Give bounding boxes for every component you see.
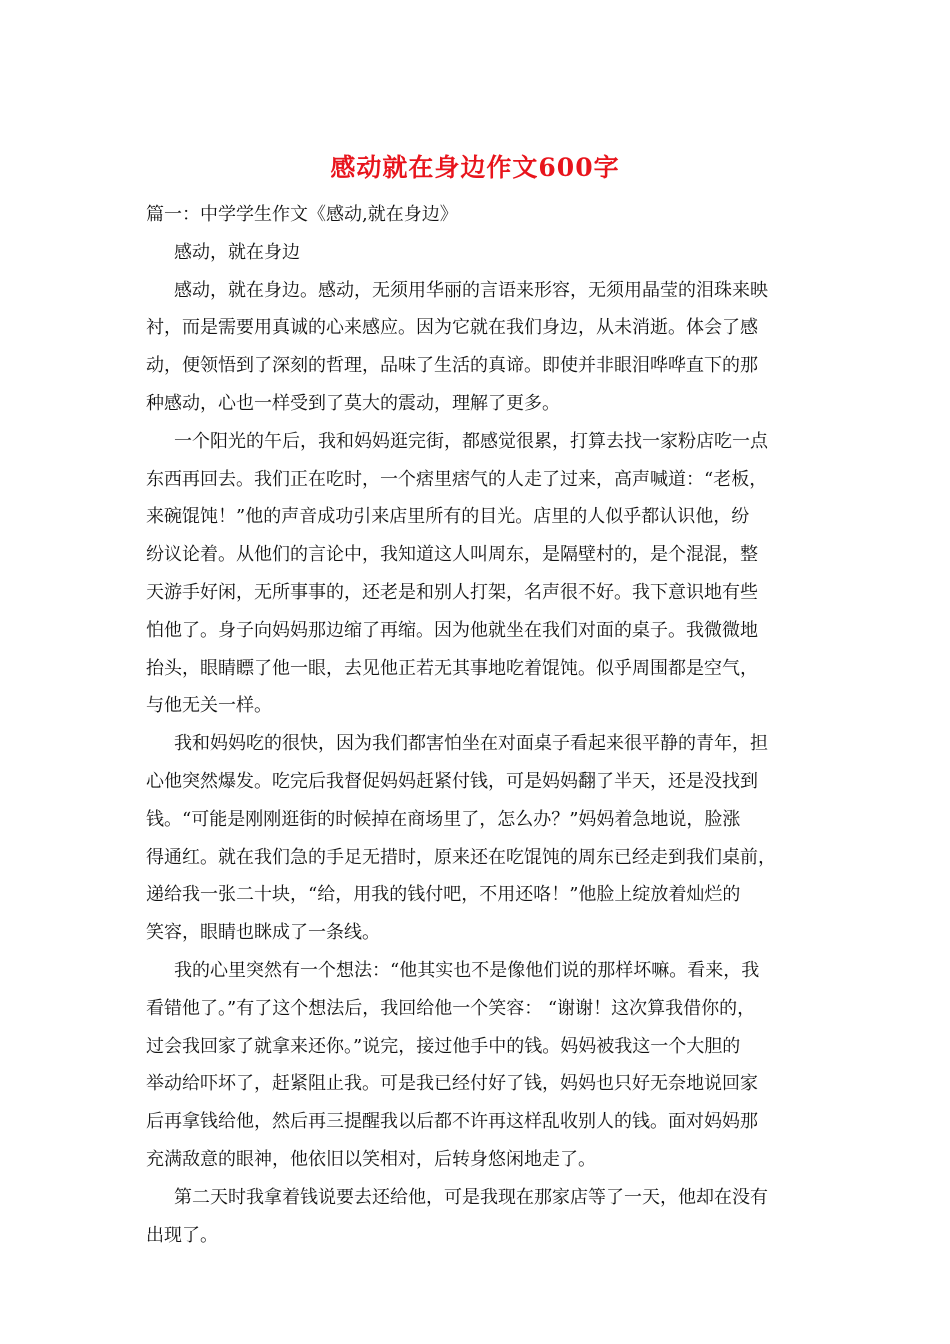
text-line: 怕他了。身子向妈妈那边缩了再缩。因为他就坐在我们对面的桌子。我微微地 [146,619,758,641]
text-line: 一个阳光的午后，我和妈妈逛完街，都感觉很累，打算去找一家粉店吃一点 [174,430,768,452]
text-line: 来碗馄饨！”他的声音成功引来店里所有的目光。店里的人似乎都认识他，纷 [146,506,750,528]
text-line: 抬头，眼睛瞟了他一眼，去见他正若无其事地吃着馄饨。似乎周围都是空气， [146,657,758,679]
text-line: 天游手好闲，无所事事的，还老是和别人打架，名声很不好。我下意识地有些 [146,581,758,603]
text-line: 出现了。 [146,1224,218,1246]
text-line: 篇一：中学学生作文《感动,就在身边》 [146,204,458,225]
text-line: 与他无关一样。 [146,695,272,717]
text-line: 钱。“可能是刚刚逛街的时候掉在商场里了，怎么办？”妈妈着急地说，脸涨 [146,808,741,830]
text-line: 充满敌意的眼神，他依旧以笑相对，后转身悠闲地走了。 [146,1148,596,1170]
text-line: 衬，而是需要用真诚的心来感应。因为它就在我们身边，从未消逝。体会了感 [146,317,758,339]
text-line: 感动，就在身边。感动，无须用华丽的言语来形容，无须用晶莹的泪珠来映 [174,279,768,301]
text-line: 我的心里突然有一个想法：“他其实也不是像他们说的那样坏嘛。看来，我 [174,959,760,981]
text-line: 得通红。就在我们急的手足无措时，原来还在吃馄饨的周东已经走到我们桌前， [146,846,776,868]
text-line: 纷议论着。从他们的言论中，我知道这人叫周东，是隔壁村的，是个混混，整 [146,544,758,566]
document-title: 感动就在身边作文600字 [330,153,620,182]
text-line: 看错他了。”有了这个想法后，我回给他一个笑容： “谢谢！这次算我借你的， [146,997,756,1019]
text-line: 过会我回家了就拿来还你。”说完，接过他手中的钱。妈妈被我这一个大胆的 [146,1035,741,1057]
text-line: 举动给吓坏了，赶紧阻止我。可是我已经付好了钱，妈妈也只好无奈地说回家 [146,1073,758,1095]
text-line: 种感动，心也一样受到了莫大的震动，理解了更多。 [146,392,560,414]
text-line: 感动，就在身边 [174,241,300,263]
text-line: 动，便领悟到了深刻的哲理，品味了生活的真谛。即使并非眼泪哗哗直下的那 [146,355,758,377]
text-line: 后再拿钱给他，然后再三提醒我以后都不许再这样乱收别人的钱。面对妈妈那 [146,1111,758,1133]
text-line: 我和妈妈吃的很快，因为我们都害怕坐在对面桌子看起来很平静的青年，担 [174,733,768,755]
text-line: 心他突然爆发。吃完后我督促妈妈赶紧付钱，可是妈妈翻了半天，还是没找到 [146,770,758,792]
text-line: 笑容，眼睛也眯成了一条线。 [146,922,380,944]
text-line: 递给我一张二十块，“给，用我的钱付吧，不用还咯！”他脸上绽放着灿烂的 [146,884,741,906]
document-body [146,196,810,1254]
text-line: 东西再回去。我们正在吃时，一个痞里痞气的人走了过来，高声喊道：“老板， [146,468,768,490]
text-line: 第二天时我拿着钱说要去还给他，可是我现在那家店等了一天，他却在没有 [174,1186,768,1208]
